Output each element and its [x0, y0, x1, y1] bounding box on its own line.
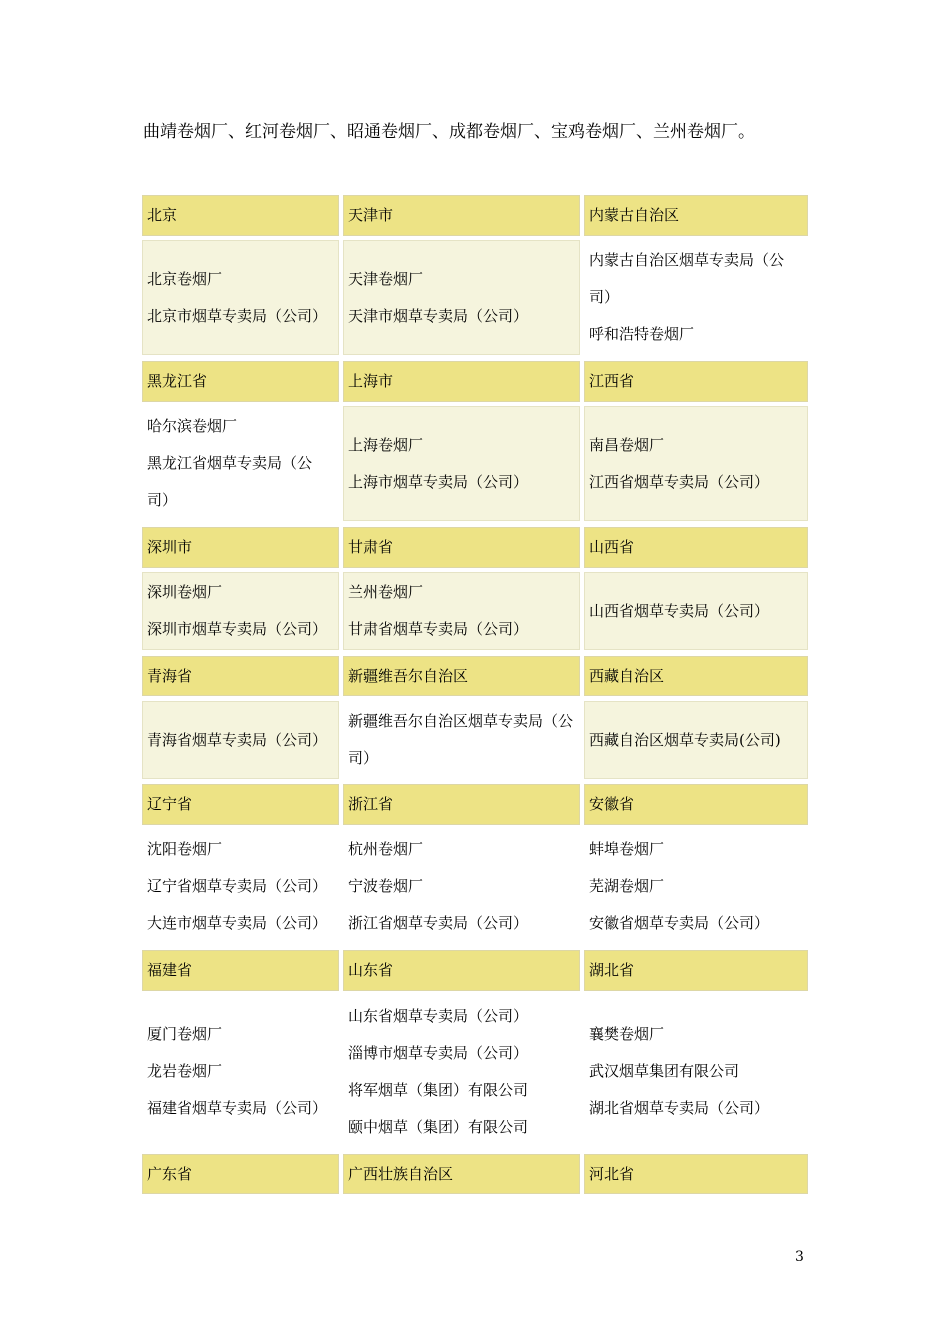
region-organizations	[343, 240, 580, 355]
region-organizations	[584, 829, 808, 944]
organization-name: 甘肃省烟草专卖局（公司）	[348, 620, 529, 638]
region-name: 北京	[147, 206, 178, 224]
region-organizations	[584, 995, 808, 1148]
organization-name: 山东省烟草专卖局（公司）	[348, 1006, 529, 1025]
region-organizations	[142, 701, 339, 779]
region-name: 安徽省	[589, 795, 635, 813]
region-name: 江西省	[589, 372, 635, 390]
region-name: 天津市	[348, 206, 394, 224]
organization-name: 新疆维吾尔自治区烟草专卖局（公司）	[348, 712, 574, 767]
region-name: 广东省	[147, 1164, 193, 1183]
organization-name: 厦门卷烟厂	[147, 1025, 223, 1043]
region-name: 辽宁省	[147, 795, 193, 813]
region-header	[343, 950, 580, 991]
organization-name: 黑龙江省烟草专卖局（公司）	[147, 454, 313, 509]
intro-text: 曲靖卷烟厂、红河卷烟厂、昭通卷烟厂、成都卷烟厂、宝鸡卷烟厂、兰州卷烟厂。	[143, 122, 755, 142]
organization-name: 宁波卷烟厂	[348, 877, 424, 895]
organization-name: 颐中烟草（集团）有限公司	[348, 1117, 529, 1136]
region-organizations	[343, 995, 580, 1148]
organization-name: 杭州卷烟厂	[348, 840, 424, 858]
region-name: 福建省	[147, 961, 193, 979]
region-organizations	[584, 701, 808, 779]
region-header	[142, 361, 339, 402]
organization-name: 天津市烟草专卖局（公司）	[348, 306, 529, 325]
region-header	[142, 195, 339, 236]
page-number: 3	[795, 1249, 804, 1265]
region-name: 上海市	[348, 372, 394, 390]
region-name: 黑龙江省	[147, 372, 208, 390]
region-header	[584, 784, 808, 825]
organization-name: 龙岩卷烟厂	[147, 1062, 223, 1080]
organization-name: 福建省烟草专卖局（公司）	[147, 1099, 328, 1117]
organization-name: 大连市烟草专卖局（公司）	[147, 914, 328, 932]
region-header	[584, 1154, 808, 1194]
organization-name: 深圳卷烟厂	[147, 583, 223, 601]
organization-name: 淄博市烟草专卖局（公司）	[348, 1043, 529, 1062]
organization-name: 西藏自治区烟草专卖局(公司)	[589, 730, 781, 749]
region-organizations	[142, 572, 339, 650]
region-name: 河北省	[589, 1164, 635, 1183]
region-name: 新疆维吾尔自治区	[348, 666, 469, 685]
organization-name: 上海市烟草专卖局（公司）	[348, 472, 529, 491]
region-name: 山东省	[348, 961, 394, 979]
organization-name: 兰州卷烟厂	[348, 583, 424, 601]
organization-name: 山西省烟草专卖局（公司）	[589, 601, 770, 620]
region-header	[343, 195, 580, 236]
region-organizations	[343, 572, 580, 650]
region-header	[584, 527, 808, 568]
organization-name: 内蒙古自治区烟草专卖局（公司）	[589, 251, 785, 306]
organization-name: 将军烟草（集团）有限公司	[348, 1080, 529, 1099]
region-header	[584, 950, 808, 991]
region-header	[343, 1154, 580, 1194]
region-organizations	[142, 995, 339, 1148]
organization-name: 辽宁省烟草专卖局（公司）	[147, 877, 328, 895]
organization-name: 哈尔滨卷烟厂	[147, 417, 238, 435]
organization-name: 襄樊卷烟厂	[589, 1025, 665, 1043]
region-organizations	[142, 240, 339, 355]
organization-name: 安徽省烟草专卖局（公司）	[589, 914, 770, 932]
organization-name: 沈阳卷烟厂	[147, 840, 223, 858]
region-header	[343, 656, 580, 696]
region-organizations	[343, 406, 580, 521]
organization-name: 蚌埠卷烟厂	[589, 840, 665, 858]
organization-name: 深圳市烟草专卖局（公司）	[147, 620, 328, 638]
region-header	[584, 361, 808, 402]
region-header	[142, 950, 339, 991]
organization-name: 芜湖卷烟厂	[589, 877, 665, 895]
organization-name: 江西省烟草专卖局（公司）	[589, 472, 770, 491]
organization-name: 湖北省烟草专卖局（公司）	[589, 1099, 770, 1117]
region-organizations	[343, 701, 580, 779]
region-header	[142, 527, 339, 568]
region-organizations	[584, 572, 808, 650]
region-name: 广西壮族自治区	[348, 1164, 454, 1183]
region-header	[343, 784, 580, 825]
region-header	[142, 656, 339, 696]
organization-name: 南昌卷烟厂	[589, 435, 665, 454]
region-name: 湖北省	[589, 961, 635, 979]
region-header	[584, 656, 808, 696]
region-name: 深圳市	[147, 538, 193, 556]
organization-name: 浙江省烟草专卖局（公司）	[348, 914, 529, 932]
region-name: 内蒙古自治区	[589, 206, 680, 224]
region-organizations	[343, 829, 580, 944]
region-organizations	[584, 406, 808, 521]
region-name: 甘肃省	[348, 538, 394, 556]
region-header	[343, 527, 580, 568]
region-name: 青海省	[147, 666, 193, 685]
organization-name: 青海省烟草专卖局（公司）	[147, 730, 328, 749]
organization-name: 武汉烟草集团有限公司	[589, 1062, 740, 1080]
organization-name: 北京市烟草专卖局（公司）	[147, 306, 328, 325]
region-name: 浙江省	[348, 795, 394, 813]
region-header	[142, 1154, 339, 1194]
region-name: 西藏自治区	[589, 666, 665, 685]
region-name: 山西省	[589, 538, 635, 556]
region-header	[142, 784, 339, 825]
region-organizations	[142, 829, 339, 944]
region-organizations	[142, 406, 339, 521]
region-organizations	[584, 240, 808, 355]
organization-name: 呼和浩特卷烟厂	[589, 325, 695, 343]
organization-name: 上海卷烟厂	[348, 435, 424, 454]
organization-name: 天津卷烟厂	[348, 269, 424, 288]
region-header	[343, 361, 580, 402]
region-header	[584, 195, 808, 236]
organization-name: 北京卷烟厂	[147, 269, 223, 288]
